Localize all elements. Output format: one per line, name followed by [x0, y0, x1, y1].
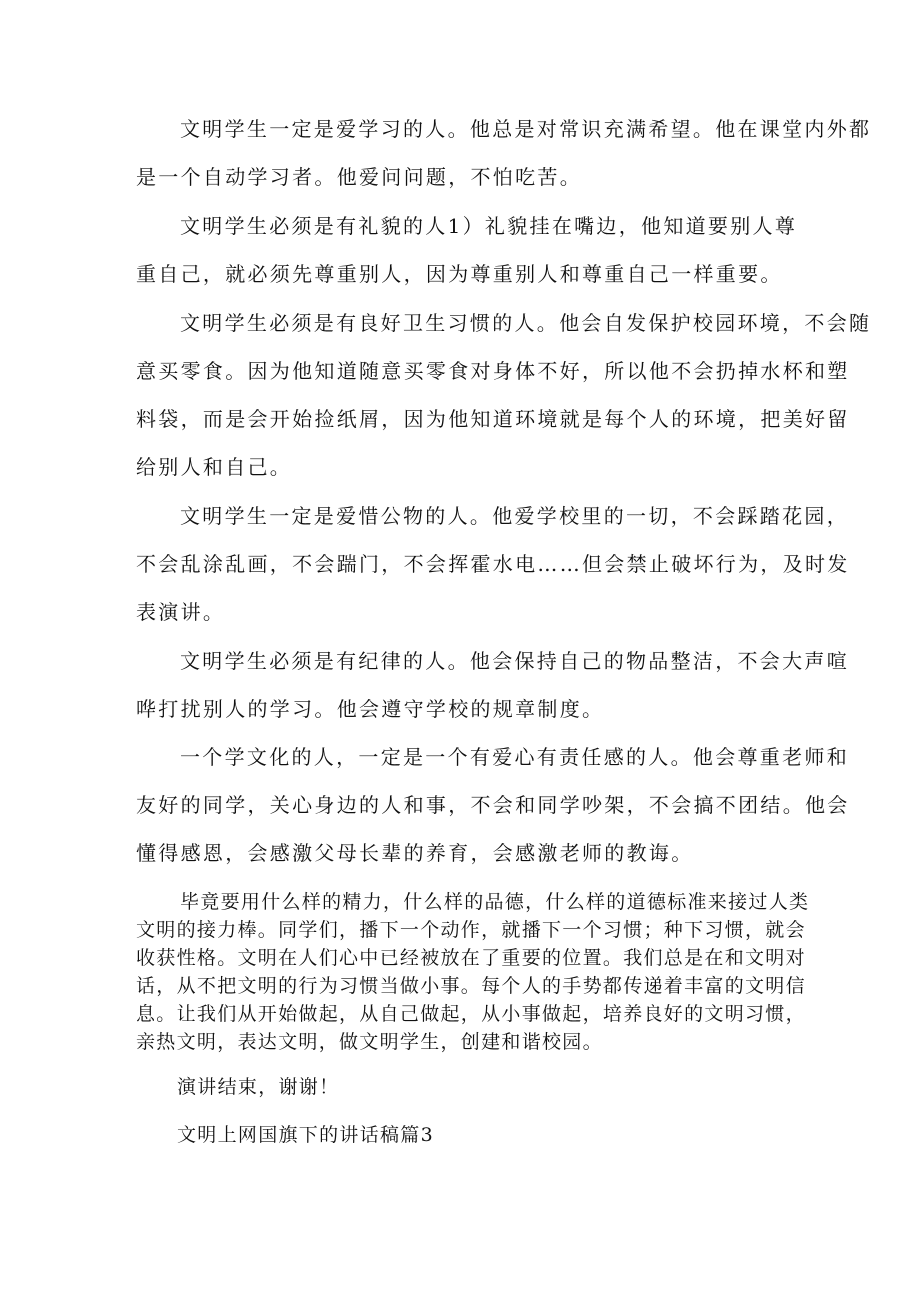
closing-remark: 演讲结束，谢谢！	[177, 1076, 340, 1098]
text-line: 文明学生必须是有纪律的人。他会保持自己的物品整洁，不会大声喧	[180, 649, 849, 673]
text-line: 文明学生一定是爱惜公物的人。他爱学校里的一切，不会踩踏花园，	[180, 504, 849, 528]
text-line: 表演讲。	[136, 600, 226, 624]
paragraph-conclusion	[136, 888, 809, 1056]
paragraph-hygiene	[136, 299, 871, 491]
paragraph-public-property	[136, 492, 850, 636]
text-line: 给别人和自己。	[136, 455, 293, 479]
text-line: 不会乱涂乱画，不会踹门，不会挥霍水电……但会禁止破坏行为，及时发	[136, 552, 850, 576]
text-line: 懂得感恩，会感激父母长辈的养育，会感激老师的教诲。	[136, 841, 694, 865]
text-line: 友好的同学，关心身边的人和事，不会和同学吵架，不会搞不团结。他会	[136, 793, 850, 817]
text-line: 一个学文化的人，一定是一个有爱心有责任感的人。他会尊重老师和	[180, 745, 849, 769]
text-line: 料袋，而是会开始捡纸屑，因为他知道环境就是每个人的环境，把美好留	[136, 407, 850, 431]
text-line: 亲热文明，表达文明，做文明学生，创建和谐校园。	[136, 1031, 603, 1053]
next-section-title: 文明上网国旗下的讲话稿篇3	[177, 1124, 434, 1146]
paragraph-love-learning	[136, 105, 871, 201]
text-line: 意买零食。因为他知道随意买零食对身体不好，所以他不会扔掉水杯和塑	[136, 359, 850, 383]
text-line: 是一个自动学习者。他爱问问题，不怕吃苦。	[136, 165, 582, 189]
text-line: 文明学生一定是爱学习的人。他总是对常识充满希望。他在课堂内外都	[180, 117, 872, 141]
paragraph-discipline	[136, 637, 849, 733]
text-line: 重自己，就必须先尊重别人，因为尊重别人和尊重自己一样重要。	[136, 262, 783, 286]
text-line: 息。让我们从开始做起，从自己做起，从小事做起，培养良好的文明习惯，	[136, 1003, 806, 1025]
text-line: 话，从不把文明的行为习惯当做小事。每个人的手势都传递着丰富的文明信	[136, 975, 806, 997]
text-line: 毕竟要用什么样的精力，什么样的品德，什么样的道德标准来接过人类	[180, 891, 810, 913]
text-line: 文明学生必须是有礼貌的人1）礼貌挂在嘴边，他知道要别人尊	[180, 214, 798, 238]
paragraph-caring	[136, 733, 850, 877]
text-line: 文明学生必须是有良好卫生习惯的人。他会自发保护校园环境，不会随	[180, 311, 872, 335]
paragraph-politeness	[136, 202, 797, 298]
text-line: 文明的接力棒。同学们，播下一个动作，就播下一个习惯；种下习惯，就会	[136, 919, 806, 941]
text-line: 收获性格。文明在人们心中已经被放在了重要的位置。我们总是在和文明对	[136, 947, 806, 969]
text-line: 哗打扰别人的学习。他会遵守学校的规章制度。	[136, 697, 605, 721]
